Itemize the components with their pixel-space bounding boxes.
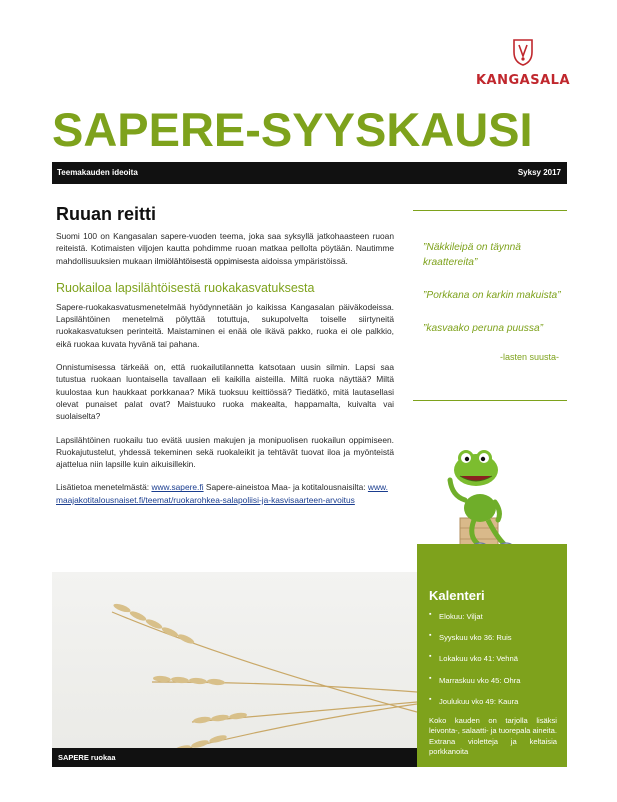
intro-text-1: Suomi 100 on Kangasalan sapere-vuoden teema, joka saa syksyllä jatkohaasteen ruoan reiteistä. Kotimaisten viljojen kautta pohdimme ruoan matkaa pellolta pöytään. Nautimme mahdollisuuksien mukaan bbox=[56, 231, 394, 266]
more-mid: Sapere-aineistoa Maa- ja kotitalousnaisilta: bbox=[203, 482, 368, 493]
photo-caption: SAPERE ruokaa bbox=[58, 753, 116, 762]
page-title: SAPERE-SYYSKAUSI bbox=[52, 103, 533, 156]
more-prefix: Lisätietoa menetelmästä: bbox=[56, 482, 152, 493]
sapere-link[interactable]: www.sapere.fi bbox=[151, 482, 204, 493]
intro-paragraph bbox=[56, 230, 394, 267]
calendar-note: Koko kauden on tarjolla lisäksi leivonta-, salaatti- ja tuorepala aineita. Extrana violetteja ja keltaisia porkkanoita bbox=[429, 715, 557, 757]
quote-1: ”Näkkileipä on täynnä kraattereita” bbox=[423, 242, 521, 268]
logo-text: KANGASALA bbox=[475, 73, 570, 88]
kangasala-logo bbox=[468, 38, 578, 88]
main-article bbox=[56, 204, 394, 517]
quotes-box bbox=[423, 240, 563, 365]
more-info-paragraph bbox=[56, 481, 394, 506]
wheat-photo bbox=[52, 572, 417, 767]
calendar-item: ▪ Elokuu: Viljat bbox=[429, 612, 557, 621]
header-bar bbox=[52, 162, 567, 184]
photo-caption-bar bbox=[52, 748, 417, 767]
maajakotitalousnaiset-link[interactable]: www.maajakotitalousnaiset.fi/teemat/ruokarohkea-salapoliisi-ja-kasvisaarteen-arvoitus bbox=[56, 482, 388, 505]
calendar-item: ▪ Syyskuu vko 36: Ruis bbox=[429, 633, 557, 642]
calendar-box bbox=[417, 544, 567, 767]
header-right-label: Syksy 2017 bbox=[517, 168, 561, 177]
divider-top bbox=[413, 210, 567, 211]
article-heading: Ruuan reitti bbox=[56, 204, 157, 224]
calendar-item: ▪ Marraskuu vko 45: Ohra bbox=[429, 676, 557, 685]
quote-3: ”kasvaako peruna puussa” bbox=[423, 323, 544, 334]
frog-figure-icon bbox=[438, 440, 528, 560]
section-subheading: Ruokailoa lapsilähtöisestä ruokakasvatuksesta bbox=[56, 280, 315, 295]
quote-source: -lasten suusta- bbox=[499, 352, 559, 362]
intro-text-2: aidoissa ympäristöissä. bbox=[258, 255, 348, 266]
calendar-list bbox=[429, 612, 557, 706]
paragraph-3: Lapsilähtöinen ruokailu tuo evätä uusien makujen ja monipuolisen ruokailun oppimiseen. Ruokajutustelut, yhdessä tekeminen sekä ruokaleikit ja tehtävät tuovat iloa ja myönteistä ajattelua niin lapsille kuin aikuisillekin. bbox=[56, 434, 394, 470]
calendar-item: ▪ Joulukuu vko 49: Kaura bbox=[429, 697, 557, 706]
wheat-icon bbox=[52, 572, 417, 767]
divider-bottom bbox=[413, 400, 567, 401]
paragraph-2: Onnistumisessa tärkeää on, että ruokailutilannetta katsotaan uusin silmin. Lapsi saa tutustua ruokaan luontaisella tavallaan eli kaikilla aisteilla. Miltä ruoka näyttää? Miltä kuulostaa kun haukkaat porkkanaa? Mikä tuoksuu keittiössä? Tiedätkö, mitä lautasellasi olevat punaiset palat ovat? Maistuuko ruoka makealta, happamalta, kuivalta vai suolaiselta? bbox=[56, 362, 394, 422]
calendar-item: ▪ Lokakuu vko 41: Vehnä bbox=[429, 654, 557, 663]
intro-strong: ilmiölähtöisestä oppimisesta bbox=[154, 255, 259, 266]
header-left-label: Teemakauden ideoita bbox=[57, 168, 138, 177]
calendar-title: Kalenteri bbox=[429, 588, 485, 603]
paragraph-1: Sapere-ruokakasvatusmenetelmää hyödynnetään jo kaikissa Kangasalan päiväkodeissa. Lapsilähtöinen menetelmä pölyttää totuttuja, sukupolvelta toiselle siirtyneitä ruokakasvatuksen perinteitä. Maistaminen ei enää ole ikävä pakko, ruoka ei ole palkkio, eikä ruokaa kuvata hyvänä tai pahana. bbox=[56, 301, 394, 349]
crest-icon bbox=[512, 38, 534, 66]
quote-2: ”Porkkana on karkin makuista” bbox=[423, 290, 561, 301]
